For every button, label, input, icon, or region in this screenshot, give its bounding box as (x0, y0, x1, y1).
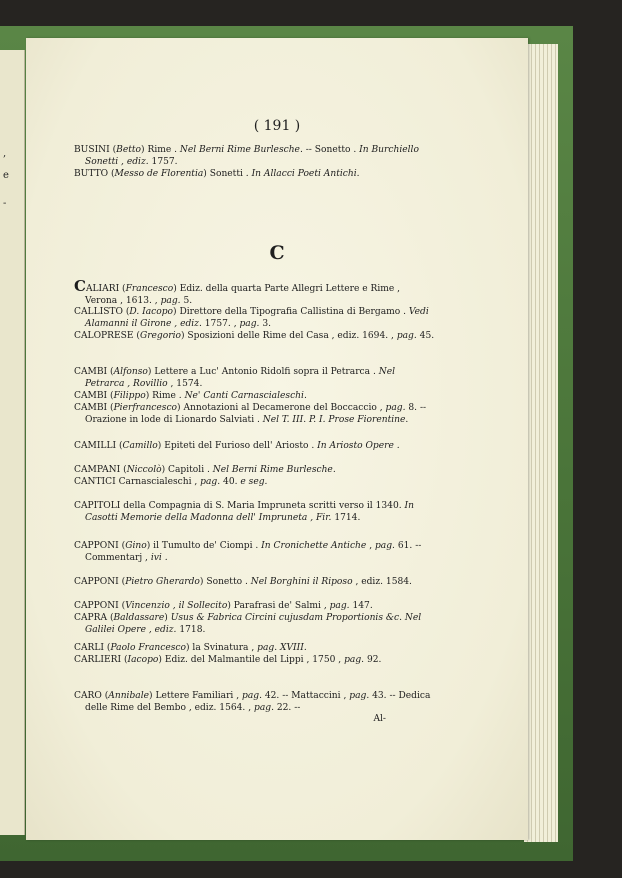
entry-text: CANTICI Carnascialeschi , (74, 477, 201, 487)
entry-text: . (303, 391, 307, 401)
entry-text: 1757. (148, 157, 178, 168)
entry-text: . (393, 441, 400, 451)
entry-text: CAPPONI ( (74, 577, 126, 587)
entry-text: In Cronichette Antiche (261, 541, 367, 551)
entry-text: , 1574. (167, 379, 203, 390)
entry-text: Messo de Florentia (114, 169, 204, 179)
entry-text: In Casotti Memorie della Madonna dell' Impruneta , Fir. (85, 501, 414, 524)
index-entry (74, 390, 435, 402)
entry-text: ) (164, 613, 171, 623)
entry-text: Nel Borghini il Riposo (250, 577, 353, 587)
entry-text: ) Direttore della Tipografia Callistina di Bergamo . (173, 307, 409, 317)
facing-fragment: , (3, 148, 7, 159)
page-edges (524, 44, 558, 842)
entry-text: 3. (259, 319, 272, 330)
entry-text: 147. (349, 601, 373, 611)
entry-text: . (332, 465, 336, 475)
index-entry (74, 540, 435, 565)
catchword: Al- (373, 714, 386, 724)
index-entry (74, 600, 435, 612)
entry-text: Betto (116, 145, 142, 155)
entry-text: In Allacci Poeti Antichi (251, 169, 357, 179)
index-entry (74, 277, 435, 308)
entry-text: . (161, 553, 168, 564)
entry-text: ) Sposizioni delle Rime del Casa , ediz. 1694. , (180, 331, 397, 341)
entry-text: CAPPONI ( (74, 541, 126, 551)
entry-text: Nel Petrarca , Rovillio (85, 367, 395, 390)
entry-text: pag. (160, 296, 181, 307)
entry-text: Nel T. III. P. I. Prose Fiorentine (262, 415, 406, 426)
entry-text: CALLISTO ( (74, 307, 130, 317)
facing-page-edge (0, 50, 25, 835)
entry-text: Niccolò (126, 465, 162, 475)
entry-text: ) Annotazioni al Decamerone del Boccaccio , (177, 403, 386, 413)
entry-text: Nel Berni Rime Burlesche (212, 465, 333, 475)
entry-text: ) Lettere a Luc' Antonio Ridolfi sopra il Petrarca . (147, 367, 379, 377)
entry-text: Usus & Fabrica Circini cujusdam Proportionis &c. Nel Galilei Opere , ediz. (85, 613, 422, 636)
index-entry (74, 168, 435, 180)
index-entry (74, 330, 435, 342)
entry-text: pag. (344, 655, 365, 665)
entry-text: ) Lettere Familiari , (149, 691, 242, 701)
entry-text: 43. -- Dedica delle Rime del Bembo , ediz. 1564. , (85, 691, 431, 714)
entry-text: In Ariosto Opere (317, 441, 394, 451)
index-entry (74, 476, 435, 488)
entry-text: 40. (220, 477, 241, 487)
entry-text: CAPPONI ( (74, 601, 126, 611)
entry-text: D. Iacopo (129, 307, 174, 317)
entry-text: pag. XVIII. (257, 643, 307, 653)
entry-text: Annibale (108, 691, 150, 701)
entry-text: CAMBI ( (74, 391, 114, 401)
entry-text: pag. (385, 403, 406, 413)
entry-text: ) il Tumulto de' Ciompi . (146, 541, 262, 551)
section-heading: C (269, 242, 285, 264)
entry-text: ) Sonetto . (199, 577, 251, 587)
entry-text: Baldassare (113, 613, 165, 623)
entry-text: 22. -- (273, 703, 301, 714)
entry-text: Pietro Gherardo (125, 577, 200, 587)
drop-initial: C (74, 277, 86, 295)
entry-text: Francesco (125, 284, 174, 294)
index-entry (74, 306, 435, 331)
entry-text: Iacopo (127, 655, 159, 665)
entry-text: Gino (125, 541, 147, 551)
entry-text: Paolo Francesco (110, 643, 186, 653)
index-entry (74, 464, 435, 476)
entry-text: 1757. , (201, 319, 240, 330)
entry-text: . (356, 169, 360, 179)
index-entry (74, 576, 435, 588)
index-entry (74, 440, 435, 452)
entry-text: pag. (239, 319, 260, 330)
entry-text: 8. -- Orazione in lode di Lionardo Salviati . (85, 403, 427, 426)
entry-text: , ediz. 1584. (352, 577, 412, 587)
entry-text: CAPRA ( (74, 613, 114, 623)
facing-fragment: - (3, 198, 7, 209)
entry-text: Alfonso (113, 367, 148, 377)
entry-text: CAMILLI ( (74, 441, 123, 451)
entry-text: ALIARI ( (85, 284, 126, 294)
index-entry (74, 144, 435, 169)
entry-text: pag. (242, 691, 262, 701)
entry-text: , (366, 541, 375, 551)
entry-text: 45. (416, 331, 435, 341)
entry-text: . (405, 415, 409, 426)
page-number: ( 191 ) (253, 118, 301, 134)
entry-text: pag. (396, 331, 417, 341)
entry-text: pag. (329, 601, 350, 611)
entry-text: 92. (364, 655, 382, 665)
entry-text: CARO ( (74, 691, 109, 701)
entry-text: 1718. (176, 625, 206, 636)
entry-text: ) la Svinatura , (185, 643, 258, 653)
entry-text: CALOPRESE ( (74, 331, 140, 341)
entry-text: . -- Sonetto . (299, 145, 360, 155)
entry-text: CAMPANI ( (74, 465, 127, 475)
entry-text: Pierfrancesco (113, 403, 178, 413)
entry-text: Vedi Alamanni il Girone , ediz. (85, 307, 429, 330)
entry-text: ) Ediz. del Malmantile del Lippi , 1750 , (158, 655, 345, 665)
entry-text: pag. (254, 703, 274, 714)
entry-text: Ne' Canti Carnascialeschi (184, 391, 304, 401)
entry-text: Nel Berni Rime Burlesche (179, 145, 300, 155)
index-entry (74, 612, 435, 637)
entry-text: 61. -- Commentarj , (85, 541, 422, 564)
entry-text: pag. (374, 541, 395, 551)
entry-text: ) Ediz. della quarta Parte Allegri Lettere e Rime , Verona , 1613. , (85, 284, 401, 307)
book-page (26, 38, 528, 840)
entry-text: Filippo (113, 391, 146, 401)
index-entry (74, 500, 435, 525)
entry-text: 42. -- Mattaccini , (261, 691, 350, 701)
entry-text: ) Epiteti del Furioso dell' Ariosto . (157, 441, 318, 451)
entry-text: Gregorio (139, 331, 181, 341)
entry-text: ) Capitoli . (161, 465, 213, 475)
facing-fragment: e (3, 170, 9, 181)
entry-text: 1714. (331, 513, 361, 524)
entry-text: CAPITOLI della Compagnia di S. Maria Impruneta scritti verso il 1340. (74, 501, 405, 511)
index-entry (74, 402, 435, 427)
entry-text: ) Rime . (145, 391, 185, 401)
entry-text: Vincenzio , il Sollecito (125, 601, 228, 611)
entry-text: ivi (150, 553, 162, 564)
index-entry (74, 642, 435, 654)
entry-text: CAMBI ( (74, 403, 114, 413)
entry-text: pag. (200, 477, 221, 487)
entry-text: ) Rime . (141, 145, 180, 155)
index-entry (74, 366, 435, 391)
index-entry (74, 690, 435, 715)
entry-text: CARLIERI ( (74, 655, 128, 665)
entry-text: Camillo (122, 441, 158, 451)
entry-text: CAMBI ( (74, 367, 114, 377)
entry-text: 5. (180, 296, 193, 307)
entry-text: ) Parafrasi de' Salmi , (227, 601, 330, 611)
entry-text: CARLI ( (74, 643, 111, 653)
index-entry (74, 654, 435, 666)
entry-text: pag. (349, 691, 370, 701)
entry-text: BUTTO ( (74, 169, 115, 179)
entry-text: In Burchiello Sonetti , ediz. (85, 145, 419, 168)
entry-text: e seg. (240, 477, 268, 487)
entry-text: BUSINI ( (74, 145, 117, 155)
entry-text: ) Sonetti . (203, 169, 252, 179)
